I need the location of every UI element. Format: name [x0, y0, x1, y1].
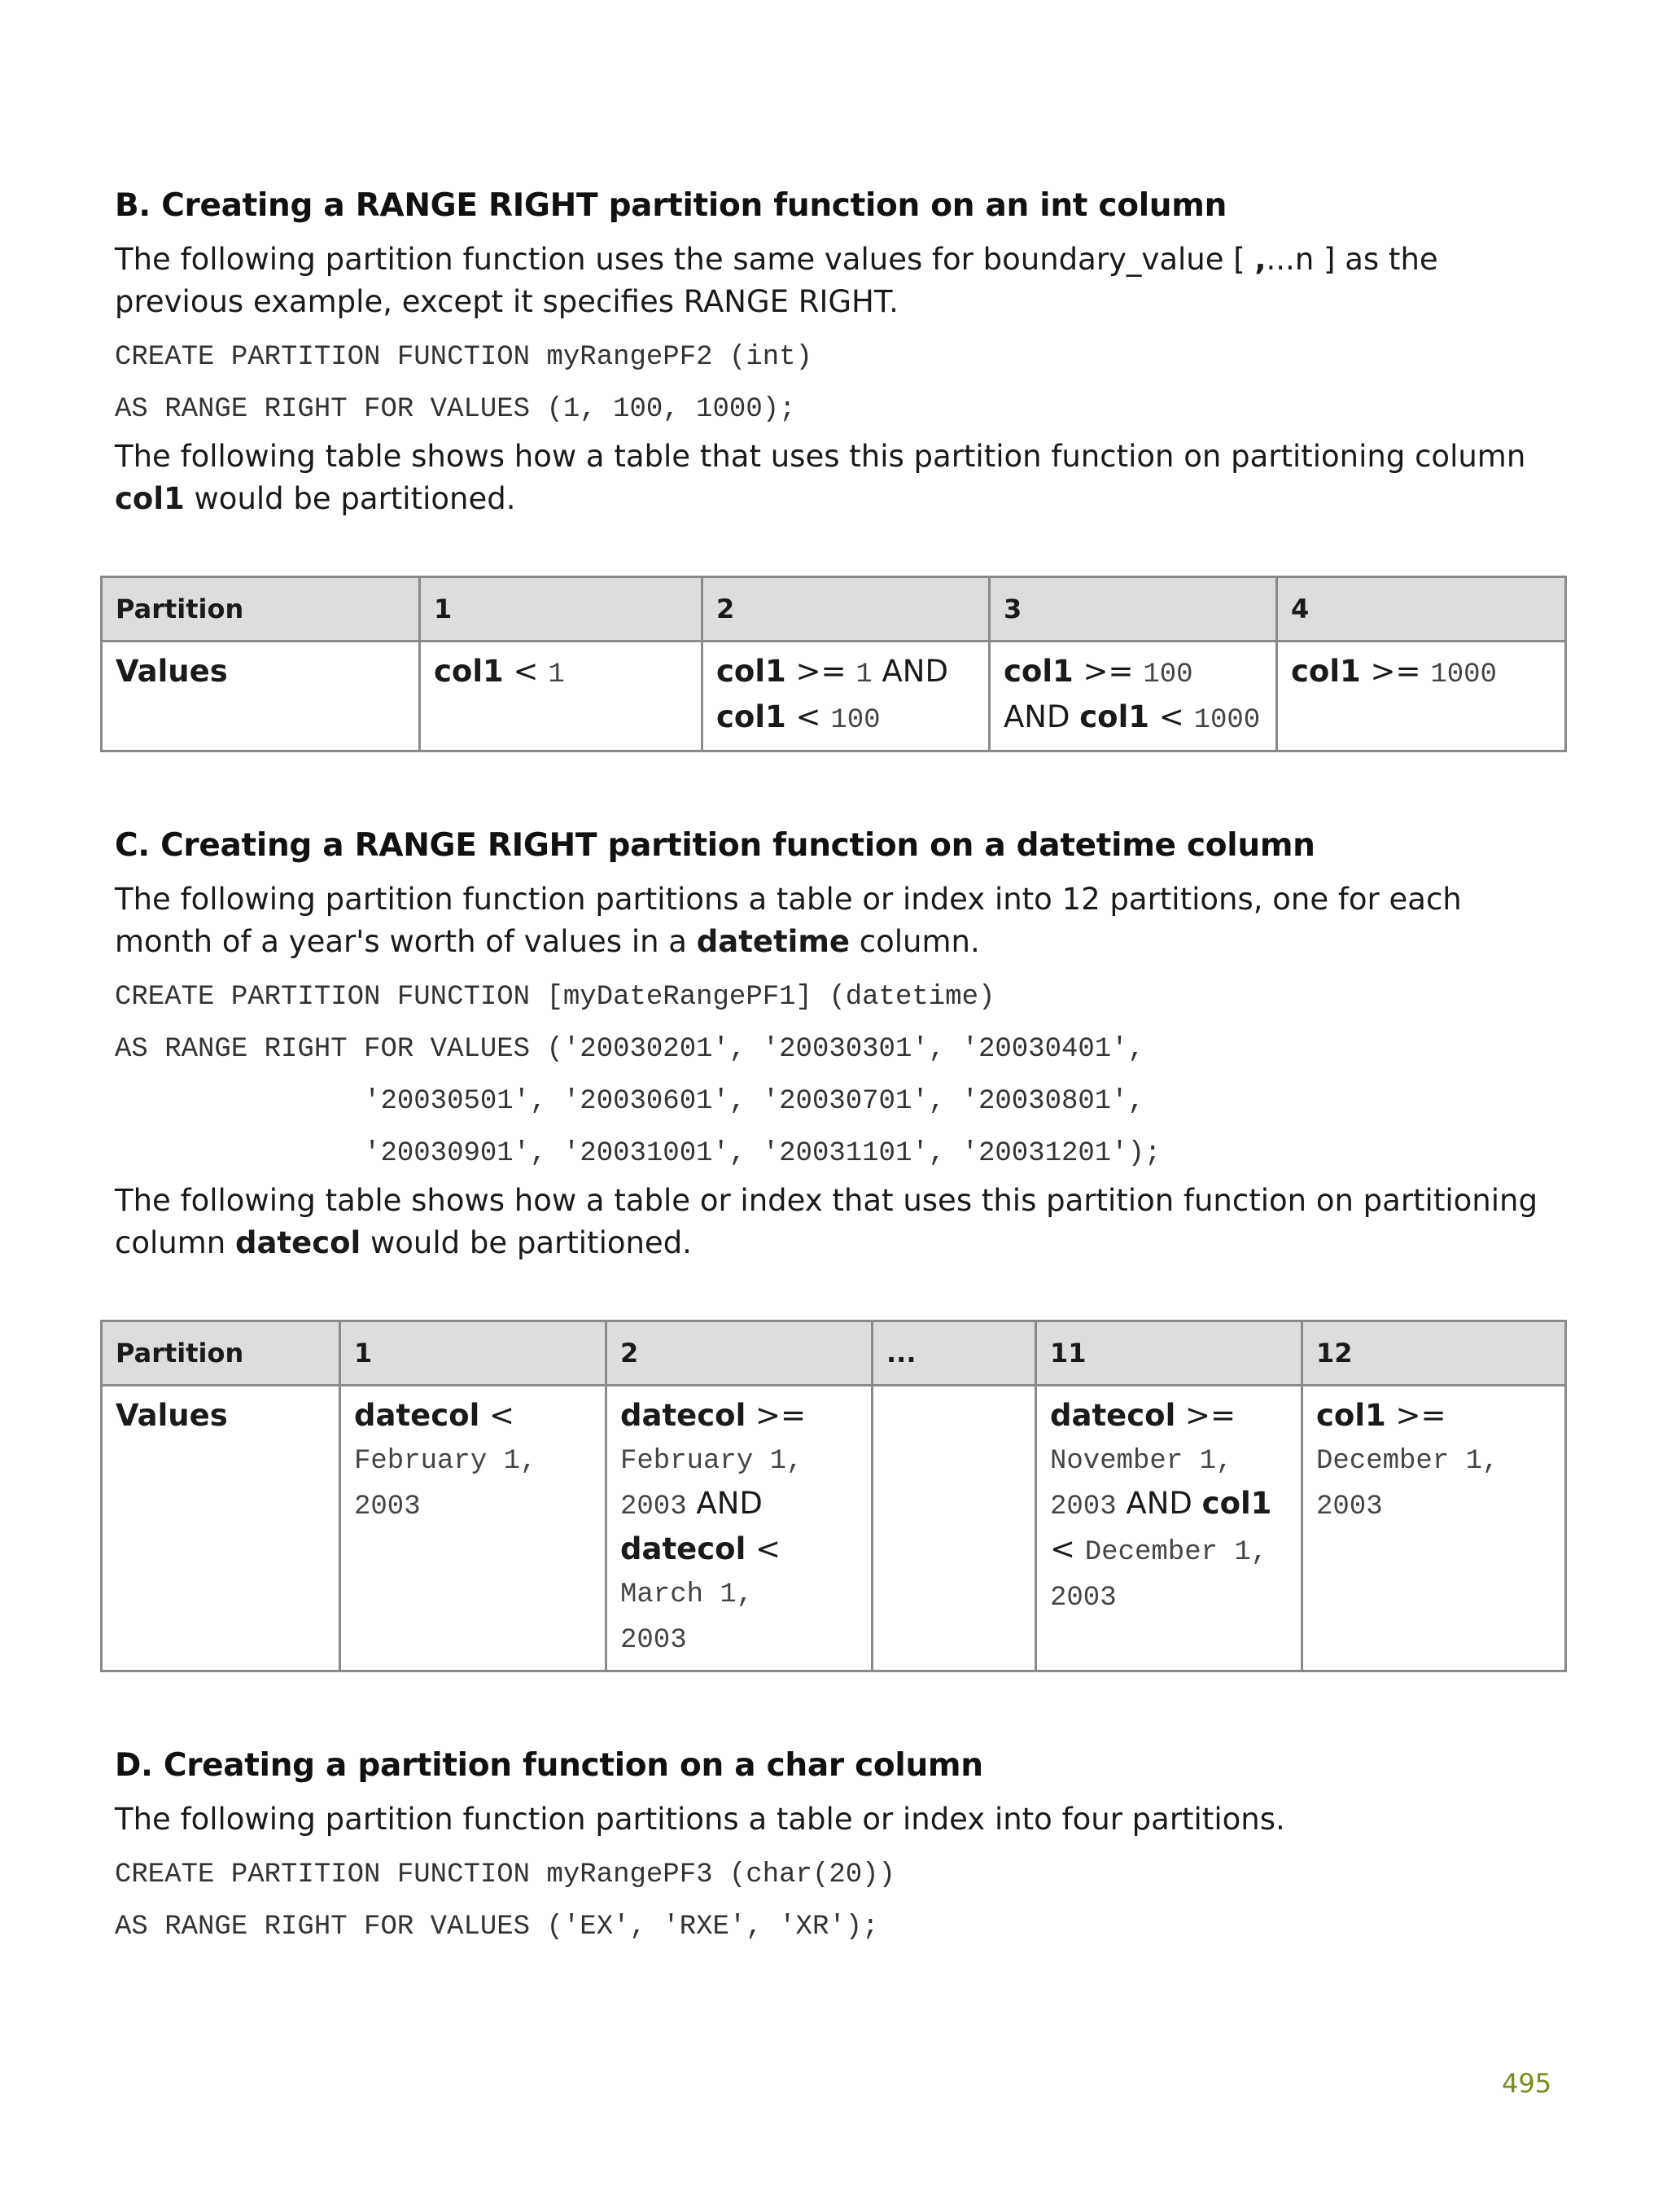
table-header-row — [102, 577, 1566, 642]
table-cell: datecol >= November 1, 2003 AND col1 < December 1, 2003 — [1036, 1386, 1302, 1671]
table-cell: col1 >= 1 AND col1 < 100 — [702, 642, 990, 751]
table-cell: col1 >= December 1, 2003 — [1302, 1386, 1566, 1671]
section-c-table — [100, 1320, 1567, 1672]
section-c-code-line-1: CREATE PARTITION FUNCTION [myDateRangePF1] (datetime) — [115, 982, 995, 1013]
section-b-code-line-1: CREATE PARTITION FUNCTION myRangePF2 (int) — [115, 342, 812, 373]
section-b-intro: The following partition function uses the same values for boundary_value [ ,...n ] as the previous example, except it specifies RANGE RIGHT. — [115, 242, 1438, 319]
table-cell: datecol >= February 1, 2003 AND datecol < March 1, 2003 — [606, 1386, 873, 1671]
table-header-cell: ... — [873, 1321, 1036, 1386]
section-b-heading: B. Creating a RANGE RIGHT partition function on an int column — [115, 187, 1227, 224]
document-page — [115, 187, 1564, 1943]
section-c-heading: C. Creating a RANGE RIGHT partition function on a datetime column — [115, 827, 1315, 864]
table-header-cell: 11 — [1036, 1321, 1302, 1386]
section-d-code-line-2: AS RANGE RIGHT FOR VALUES ('EX', 'RXE', 'XR'); — [115, 1912, 879, 1943]
table-header-cell: 3 — [990, 577, 1277, 642]
table-header-cell: Partition — [102, 577, 420, 642]
table-cell: col1 >= 100 AND col1 < 1000 — [990, 642, 1277, 751]
section-d-code-line-1: CREATE PARTITION FUNCTION myRangePF3 (char(20)) — [115, 1859, 895, 1890]
table-header-cell: 1 — [420, 577, 702, 642]
table-header-cell: 2 — [702, 577, 990, 642]
section-b-code-line-2: AS RANGE RIGHT FOR VALUES (1, 100, 1000); — [115, 394, 796, 425]
section-b-para: The following table shows how a table that uses this partition function on partitioning column col1 would be partitioned. — [115, 439, 1526, 516]
table-row — [102, 642, 1566, 751]
section-b-table — [100, 576, 1567, 752]
page-number: 495 — [1502, 2068, 1552, 2099]
section-c-para: The following table shows how a table or index that uses this partition function on partitioning column datecol would be partitioned. — [115, 1183, 1538, 1260]
table-cell: col1 < 1 — [420, 642, 702, 751]
section-d-heading: D. Creating a partition function on a char column — [115, 1747, 983, 1784]
section-c-code-line-2: AS RANGE RIGHT FOR VALUES ('20030201', '20030301', '20030401', — [115, 1034, 1145, 1065]
table-header-cell: 4 — [1277, 577, 1566, 642]
table-header-cell: 12 — [1302, 1321, 1566, 1386]
table-header-cell: 2 — [606, 1321, 873, 1386]
section-c-code-line-4: '20030901', '20031001', '20031101', '20031201'); — [115, 1138, 1162, 1169]
section-d-intro: The following partition function partitions a table or index into four partitions. — [115, 1802, 1285, 1837]
section-c-intro: The following partition function partitions a table or index into 12 partitions, one for each month of a year's worth of values in a datetime column. — [115, 882, 1462, 959]
table-header-cell: Partition — [102, 1321, 340, 1386]
table-cell: col1 >= 1000 — [1277, 642, 1566, 751]
row-label: Values — [102, 1386, 340, 1671]
section-c-code-line-3: '20030501', '20030601', '20030701', '20030801', — [115, 1086, 1145, 1117]
table-cell — [873, 1386, 1036, 1671]
table-cell: datecol < February 1, 2003 — [340, 1386, 606, 1671]
table-row — [102, 1386, 1566, 1671]
row-label: Values — [102, 642, 420, 751]
table-header-row — [102, 1321, 1566, 1386]
table-header-cell: 1 — [340, 1321, 606, 1386]
